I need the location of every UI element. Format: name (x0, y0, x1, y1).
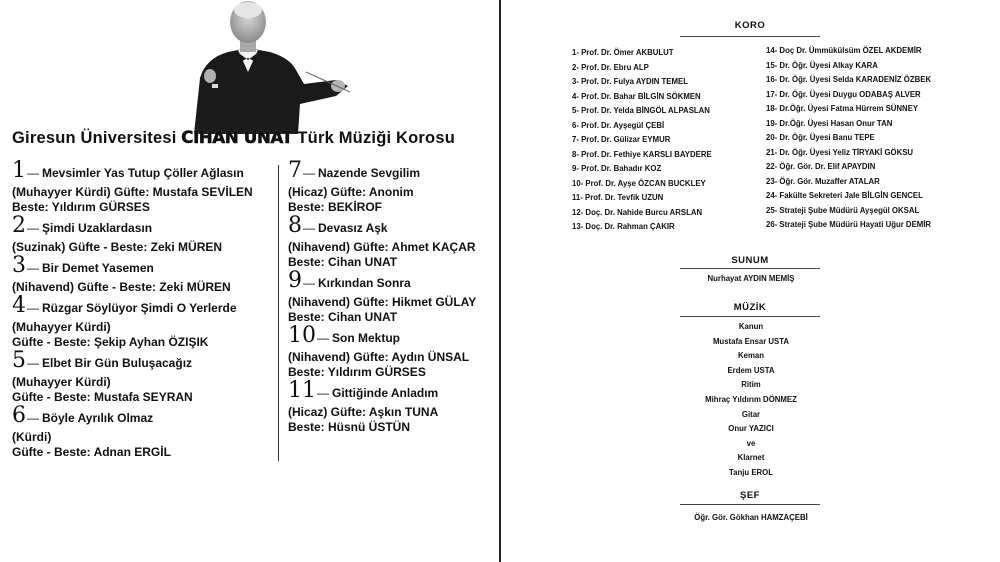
choir-member: 25- Strateji Şube Müdürü Ayşegül OKSAL (766, 205, 920, 215)
song-dash: — (27, 411, 39, 425)
choir-member: 5- Prof. Dr. Yelda BİNGÖL ALPASLAN (572, 106, 710, 115)
musician-entry: Erdem USTA (727, 365, 775, 375)
song-list-right (288, 160, 498, 435)
song-list-left (12, 160, 274, 460)
choir-member: 21- Dr. Öğr. Üyesi Yeliz TİRYAKİ GÖKSU (766, 147, 914, 157)
song-title: Şimdi Uzaklardasın (42, 221, 153, 235)
song-number: 3 (12, 253, 26, 278)
song-item (12, 295, 274, 350)
song-heading (12, 160, 274, 182)
song-item (12, 405, 274, 460)
song-heading (288, 325, 498, 347)
song-credit-line: (Hicaz) Güfte: Aşkın TUNA (288, 405, 439, 419)
choir-member: 26- Strateji Şube Müdürü Hayati Uğur DEMİR (766, 220, 932, 229)
choir-member: 1- Prof. Dr. Ömer AKBULUT (572, 48, 674, 57)
sunum-heading: SUNUM (731, 255, 769, 266)
song-credit-line: (Muhayyer Kürdi) Güfte: Mustafa SEVİLEN (12, 185, 253, 199)
song-number: 8 (288, 213, 302, 238)
sef-heading: ŞEF (740, 490, 760, 501)
choir-member: 14- Doç Dr. Ümmükülsüm ÖZEL AKDEMİR (766, 46, 922, 55)
koro-underline (680, 36, 820, 37)
song-item (12, 215, 274, 255)
song-item (12, 350, 274, 405)
sef-underline (680, 504, 820, 505)
song-heading (288, 270, 498, 292)
song-title: Mevsimler Yas Tutup Çöller Ağlasın (42, 166, 244, 180)
choir-member: 4- Prof. Dr. Bahar BİLGİN SÖKMEN (572, 91, 701, 101)
column-divider (278, 165, 279, 461)
song-credit-line: Beste: Cihan UNAT (288, 310, 398, 324)
muzik-underline (680, 316, 820, 317)
choir-member: 15- Dr. Öğr. Üyesi Alkay KARA (766, 60, 878, 70)
choir-list-1 (572, 46, 712, 235)
musician-entry: Mihraç Yıldırım DÖNMEZ (705, 394, 797, 404)
song-number: 6 (12, 403, 26, 428)
song-credit-line: (Nihavend) Güfte: Ahmet KAÇAR (288, 240, 476, 254)
program-credits (500, 0, 1000, 562)
song-heading (12, 295, 274, 317)
song-title: Elbet Bir Gün Buluşacağız (42, 356, 193, 370)
song-title: Bir Demet Yasemen (42, 261, 154, 275)
choir-member: 3- Prof. Dr. Fulya AYDIN TEMEL (572, 77, 688, 86)
song-credit-line: Beste: Cihan UNAT (288, 255, 398, 269)
song-credit-line: Beste: BEKİROF (288, 200, 383, 214)
song-heading (12, 215, 274, 237)
choir-member: 18- Dr.Öğr. Üyesi Fatma Hürrem SÜNNEY (766, 104, 919, 113)
song-dash: — (303, 221, 315, 235)
song-heading (12, 405, 274, 427)
song-credit-line: Beste: Yıldırım GÜRSES (12, 200, 150, 214)
song-credit-line: (Nihavend) Güfte: Aydın ÜNSAL (288, 350, 470, 364)
choir-member: 2- Prof. Dr. Ebru ALP (572, 62, 649, 72)
song-credit-line: (Suzinak) Güfte - Beste: Zeki MÜREN (12, 240, 223, 254)
song-title: Son Mektup (332, 331, 400, 345)
song-item (288, 380, 498, 435)
musician-entry: Onur YAZICI (728, 424, 774, 434)
song-dash: — (27, 356, 39, 370)
song-credit-line: (Muhayyer Kürdi) (12, 320, 111, 334)
song-number: 1 (12, 158, 26, 183)
song-dash: — (27, 261, 39, 275)
song-dash: — (317, 386, 329, 400)
song-heading (288, 160, 498, 182)
song-title: Devasız Aşk (318, 221, 388, 235)
musician-entry: Klarnet (737, 453, 765, 463)
choir-member: 22- Öğr. Gör. Dr. Elif APAYDIN (766, 162, 876, 171)
choir-member: 20- Dr. Öğr. Üyesi Banu TEPE (766, 133, 875, 142)
choir-member: 16- Dr. Öğr. Üyesi Selda KARADENİZ ÖZBEK (766, 75, 932, 84)
musician-entry: Gitar (741, 409, 761, 419)
song-dash: — (27, 221, 39, 235)
choir-member: 8- Prof. Dr. Fethiye KARSLI BAYDERE (572, 149, 712, 159)
title-suffix: Türk Müziği Korosu (292, 129, 455, 147)
song-credit-line: (Muhayyer Kürdi) (12, 375, 111, 389)
song-title: Nazende Sevgilim (318, 166, 421, 180)
song-credit-line: (Nihavend) Güfte - Beste: Zeki MÜREN (12, 280, 231, 294)
song-number: 4 (12, 293, 26, 318)
song-title: Kırkından Sonra (318, 276, 411, 290)
musician-entry: Keman (738, 351, 764, 361)
musician-entry: Ritim (741, 380, 761, 390)
conductor-photo (186, 0, 352, 134)
choir-member: 9- Prof. Dr. Bahadır KOZ (572, 164, 662, 173)
choir-member: 13- Doç. Dr. Rahman ÇAKIR (572, 222, 675, 231)
sunum-underline (680, 268, 820, 269)
song-number: 10 (288, 323, 316, 348)
song-item (288, 325, 498, 380)
song-credit-line: Beste: Hüsnü ÜSTÜN (288, 420, 411, 434)
musician-entry: Tanju EROL (728, 467, 774, 477)
song-credit-line: Beste: Yıldırım GÜRSES (288, 365, 426, 379)
choir-member: 6- Prof. Dr. Ayşegül ÇEBİ (572, 120, 665, 130)
musician-entry: ve (746, 438, 756, 448)
koro-heading: KORO (734, 20, 766, 31)
song-number: 2 (12, 213, 26, 238)
song-heading (12, 350, 274, 372)
choir-list-2 (766, 44, 931, 233)
muzik-list (676, 320, 826, 481)
song-heading (288, 380, 498, 402)
sunum-presenter: Nurhayat AYDIN MEMİŞ (707, 274, 795, 283)
song-item (288, 270, 498, 325)
sef-conductor: Öğr. Gör. Gökhan HAMZAÇEBİ (694, 513, 808, 522)
song-credit-line: (Hicaz) Güfte: Anonim (288, 185, 414, 199)
choir-member: 11- Prof. Dr. Tevfik UZUN (572, 193, 664, 202)
title-highlight-name: CİHAN UNAT (181, 128, 293, 147)
song-credit-line: Güfte - Beste: Mustafa SEYRAN (12, 390, 193, 404)
song-title: Gittiğinde Anladım (332, 386, 439, 400)
choir-member: 10- Prof. Dr. Ayşe ÖZCAN BUCKLEY (572, 178, 706, 188)
musician-entry: Mustafa Ensar USTA (712, 336, 790, 346)
song-credit-line: Güfte - Beste: Şekip Ayhan ÖZIŞIK (12, 335, 209, 349)
song-credit-line: Güfte - Beste: Adnan ERGİL (12, 445, 171, 459)
song-title: Böyle Ayrılık Olmaz (42, 411, 154, 425)
choir-member: 24- Fakülte Sekreteri Jale BİLGİN GENCEL (766, 191, 923, 200)
song-credit-line: (Kürdi) (12, 430, 52, 444)
song-item (12, 255, 274, 295)
title-prefix: Giresun Üniversitesi (12, 129, 182, 147)
song-item (288, 160, 498, 215)
choir-member: 17- Dr. Öğr. Üyesi Duygu ODABAŞ ALVER (766, 89, 921, 99)
choir-member: 12- Doç. Dr. Nahide Burcu ARSLAN (572, 207, 703, 217)
song-heading (288, 215, 498, 237)
page-title (12, 128, 492, 148)
choir-member: 19- Dr.Öğr. Üyesi Hasan Onur TAN (766, 118, 893, 128)
song-dash: — (303, 166, 315, 180)
choir-member: 7- Prof. Dr. Gülizar EYMUR (572, 135, 671, 144)
muzik-heading: MÜZİK (733, 302, 767, 313)
song-number: 7 (288, 158, 302, 183)
song-credit-line: (Nihavend) Güfte: Hikmet GÜLAY (288, 295, 477, 309)
musician-entry: Kanun (738, 322, 764, 331)
choir-member: 23- Öğr. Gör. Muzaffer ATALAR (766, 176, 880, 186)
song-number: 11 (288, 378, 316, 403)
song-number: 5 (12, 348, 26, 373)
song-title: Rüzgar Söylüyor Şimdi O Yerlerde (42, 301, 237, 315)
song-dash: — (27, 166, 39, 180)
song-item (12, 160, 274, 215)
song-dash: — (27, 301, 39, 315)
song-number: 9 (288, 268, 302, 293)
song-item (288, 215, 498, 270)
song-dash: — (317, 331, 329, 345)
song-dash: — (303, 276, 315, 290)
song-heading (12, 255, 274, 277)
